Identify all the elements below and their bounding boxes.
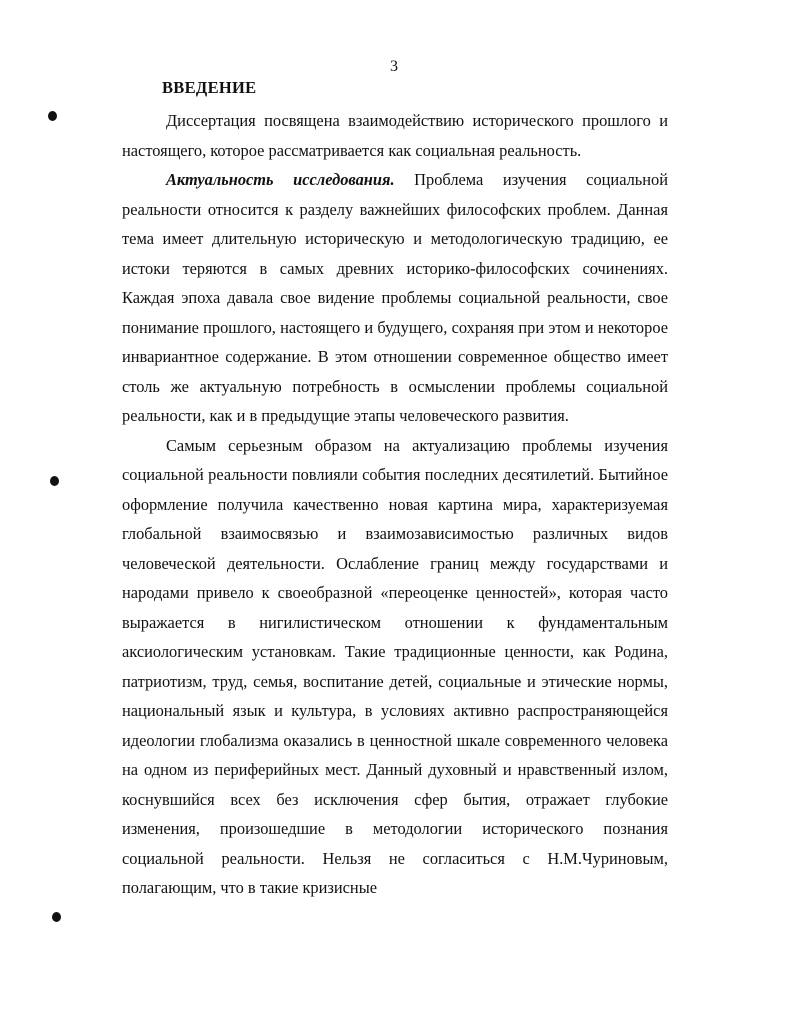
section-heading: ВВЕДЕНИЕ [162, 78, 257, 97]
relevance-label: Актуальность исследования. [166, 170, 395, 189]
binder-hole-mark [48, 111, 57, 121]
body-text [122, 106, 668, 903]
intro-paragraph: Диссертация посвящена взаимодействию исторического прошлого и настоящего, которое рассматривается как социальная реальность. [122, 111, 668, 160]
binder-hole-mark [52, 912, 61, 922]
binder-hole-mark [50, 476, 59, 486]
relevance-text: Проблема изучения социальной реальности относится к разделу важнейших философских проблем. Данная тема имеет длительную историческую и методологическую традицию, ее истоки теряются в самых древних историко-философских сочинениях. Каждая эпоха давала свое видение проблемы социальной реальности, свое понимание прошлого, настоящего и будущего, сохраняя при этом и некоторое инвариантное содержание. В этом отношении современное общество имеет столь же актуальную потребность в осмыслении проблемы социальной реальности, как и в предыдущие этапы человеческого развития. [122, 170, 669, 425]
body-paragraph: Самым серьезным образом на актуализацию проблемы изучения социальной реальности повлияли события последних десятилетий. Бытийное оформление получила качественно новая картина мира, характеризуемая глобальной взаимосвязью и взаимозависимостью различных видов человеческой деятельности. Ослабление границ между государствами и народами привело к своеобразной «переоценке ценностей», которая часто выражается в нигилистическом отношении к фундаментальным аксиологическим установкам. Такие традиционные ценности, как Родина, патриотизм, труд, семья, воспитание детей, социальные и этические нормы, национальный язык и культура, в условиях активно распространяющейся идеологии глобализма оказались в ценностной шкале современного человека на одном из периферийных мест. Данный духовный и нравственный излом, коснувшийся всех без исключения сфер бытия, отражает глубокие изменения, произошедшие в методологии исторического познания социальной реальности. Нельзя не согласиться с Н.М.Чуриновым, полагающим, что в такие кризисные [122, 435, 668, 897]
page-number: 3 [390, 58, 398, 75]
relevance-paragraph [122, 165, 668, 431]
